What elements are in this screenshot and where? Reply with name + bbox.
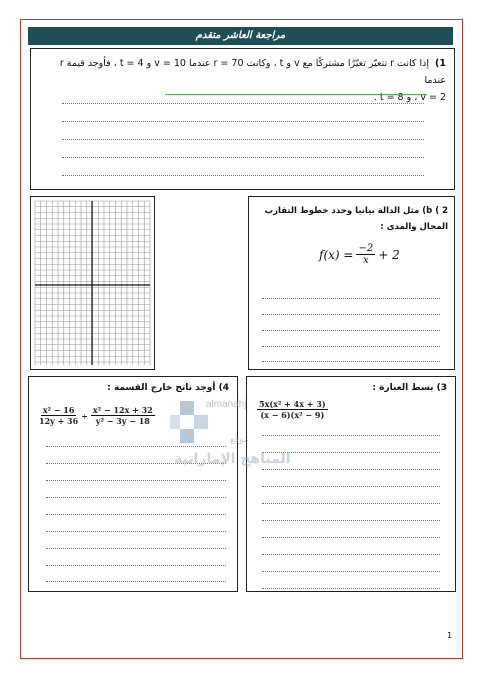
answer-line [46, 514, 226, 515]
answer-line [262, 314, 440, 315]
answer-line [262, 361, 440, 362]
formula-numerator: −2 [358, 243, 374, 254]
question-2-prompt [253, 203, 448, 235]
coordinate-grid [31, 197, 154, 369]
division-sign: ÷ [81, 410, 88, 421]
answer-line [262, 346, 440, 347]
watermark-text-latin: almanahj [206, 399, 247, 410]
answer-line [262, 571, 440, 572]
formula-lhs: f(x) = [319, 247, 354, 262]
answer-line [46, 497, 226, 498]
answer-line [262, 503, 440, 504]
answer-line [46, 531, 226, 532]
watermark-logo [170, 395, 350, 485]
answer-line [46, 565, 226, 566]
question-2-number: 2 ) [435, 206, 448, 216]
formula-fraction [356, 243, 375, 266]
simplify-denominator: (x − 6)(x² − 9) [260, 410, 325, 420]
answer-line [262, 588, 440, 589]
question-4-expression [39, 405, 155, 426]
answer-line [62, 157, 424, 158]
answer-line [262, 554, 440, 555]
fraction-1-denominator: 12y + 36 [39, 416, 79, 426]
fraction-1 [39, 405, 78, 426]
function-formula [319, 243, 400, 266]
answer-line [62, 103, 424, 104]
watermark-text-small: موقع [230, 435, 249, 445]
answer-line [262, 520, 440, 521]
formula-denominator: x [363, 255, 369, 266]
question-2-part: b) [422, 206, 433, 216]
answer-line [262, 330, 440, 331]
question-1-line1: إذا كانت r تتغيّر تغيّرًا مشتركًا مع v و t ، وكانت r = 70 عندما v = 10 و t = 4 ، فأوجد قيمة r عندما [59, 58, 446, 86]
answer-line [62, 175, 424, 176]
question-2-text: مثل الدالة بيانيا وحدد خطوط التقارب المجال والمدى : [264, 206, 448, 232]
site-watermark [170, 395, 350, 485]
fraction-2-denominator: y² − 3y − 18 [95, 416, 150, 426]
answer-line [262, 537, 440, 538]
question-2-box [248, 196, 455, 370]
answer-line [262, 486, 440, 487]
question-3-title: 3) بسط العبارة : [372, 383, 447, 393]
page-number: 1 [447, 631, 453, 640]
fraction-2 [91, 405, 155, 426]
fraction-1-numerator: x² − 16 [42, 405, 75, 415]
question-4-title: 4) أوجد ناتج خارج القسمة : [107, 383, 229, 393]
answer-line [46, 581, 226, 582]
answer-line [262, 298, 440, 299]
divider-line [165, 94, 427, 95]
question-1-box [30, 48, 455, 190]
question-1-line2: v = 2 ، و t = 8 . [373, 92, 446, 103]
question-1-text [46, 55, 446, 106]
page-title: مراجعة العاشر متقدم [28, 27, 453, 45]
formula-rhs: + 2 [378, 247, 400, 262]
watermark-text-arabic: المناهج الإماراتية [174, 451, 291, 467]
answer-line [62, 139, 424, 140]
answer-line [46, 548, 226, 549]
simplify-numerator: 5x(x² + 4x + 3) [259, 399, 326, 409]
graph-grid-box [30, 196, 155, 370]
answer-line [62, 121, 424, 122]
question-1-number: 1) [435, 58, 446, 69]
fraction-2-numerator: x² − 12x + 32 [92, 405, 153, 415]
